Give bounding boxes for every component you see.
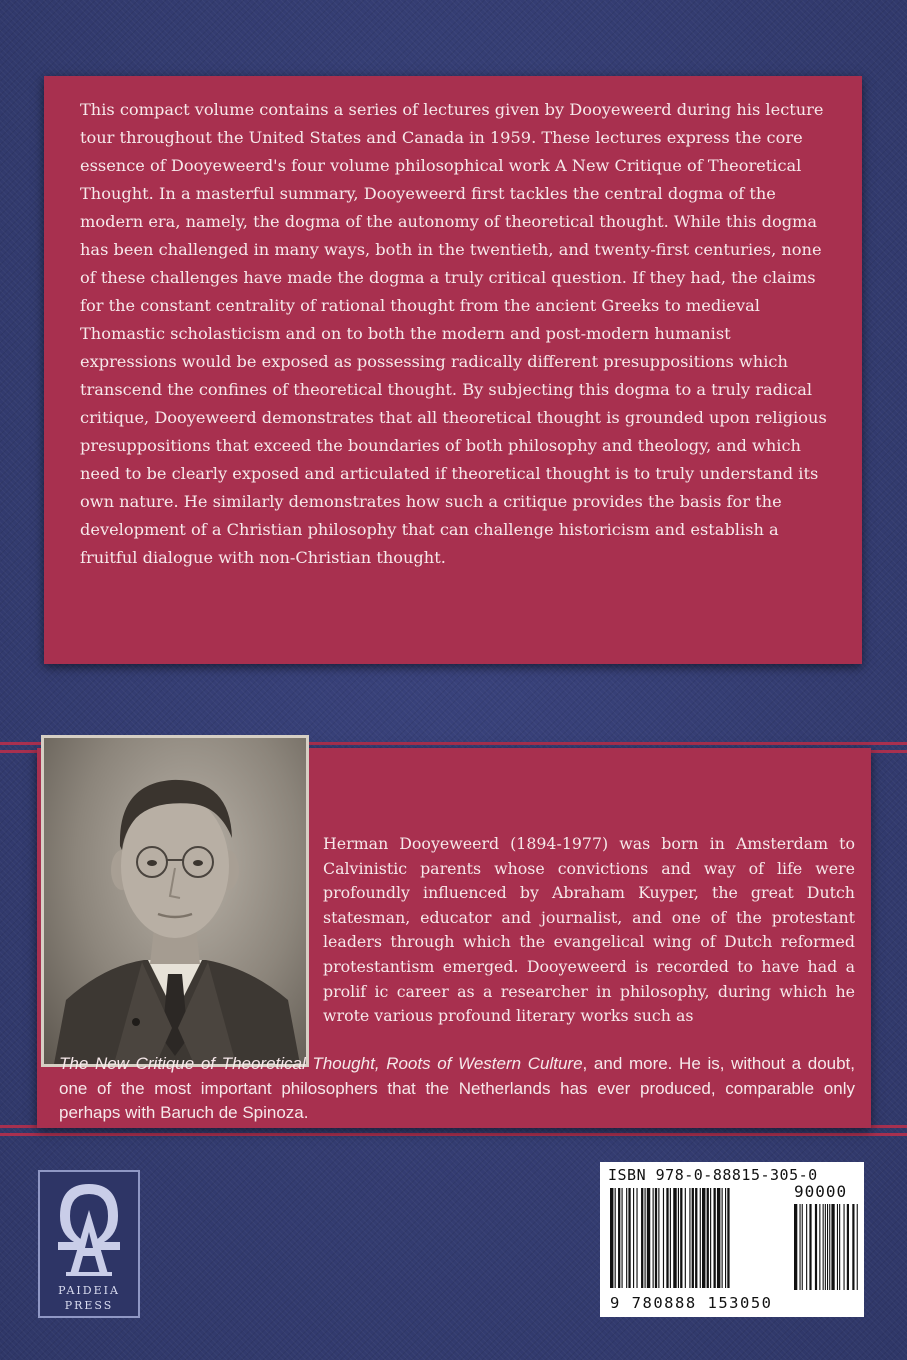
barcode-bar bbox=[702, 1188, 705, 1288]
alpha-omega-icon bbox=[40, 1176, 138, 1282]
price-barcode-bar bbox=[815, 1204, 817, 1290]
price-barcode-bar bbox=[802, 1204, 803, 1290]
barcode-bar bbox=[670, 1188, 671, 1288]
price-barcode-bar bbox=[844, 1204, 845, 1290]
publisher-logo bbox=[38, 1170, 140, 1318]
barcode-bar bbox=[658, 1188, 659, 1288]
author-portrait bbox=[41, 735, 309, 1067]
barcode-bar bbox=[647, 1188, 650, 1288]
isbn-barcode bbox=[600, 1162, 864, 1317]
barcode-bar bbox=[685, 1188, 686, 1288]
barcode-bar bbox=[673, 1188, 676, 1288]
barcode-bar bbox=[610, 1188, 613, 1288]
price-barcode-bar bbox=[800, 1204, 801, 1290]
barcode-bar bbox=[714, 1188, 716, 1288]
author-bio-panel bbox=[37, 748, 871, 1128]
barcode-bar bbox=[689, 1188, 690, 1288]
price-barcode-bar bbox=[819, 1204, 820, 1290]
barcode-bar bbox=[626, 1188, 627, 1288]
price-barcode-bar bbox=[825, 1204, 826, 1290]
price-barcode-bars bbox=[794, 1204, 858, 1290]
barcode-bar bbox=[725, 1188, 726, 1288]
price-barcode-bar bbox=[823, 1204, 824, 1290]
isbn-digits: 9 780888 153050 bbox=[610, 1294, 773, 1312]
barcode-bar bbox=[618, 1188, 620, 1288]
barcode-bar bbox=[645, 1188, 646, 1288]
barcode-bar bbox=[663, 1188, 664, 1288]
barcode-bar bbox=[692, 1188, 694, 1288]
description-text: This compact volume contains a series of lectures given by Dooyeweerd during his lecture tour throughout the United States and Canada in 1959. These lectures express the core essence of Dooyeweerd's four volume philosophical work A New Critique of Theoretical Thought. In a masterful summary, Dooyeweerd first tackles the central dogma of the modern era, namely, the dogma of the autonomy of theoretical thought. While this dogma has been challenged in many ways, both in the twentieth, and twenty-first centuries, none of these challenges have made the dogma a truly critical question. If they had, the claims for the constant centrality of rational thought from the ancient Greeks to medieval Thomastic scholasticism and on to both the modern and post-modern humanist expressions would be exposed as possessing radically different presuppositions which transcend the confines of theoretical thought. By subjecting this dogma to a truly radical critique, Dooyeweerd demonstrates that all theoretical thought is grounded upon religious presuppositions that exceed the boundaries of both philosophy and theology, and which need to be clearly exposed and articulated if theoretical thought is to truly understand its own nature. He similarly demonstrates how such a critique provides the basis for the development of a Christian philosophy that can challenge historicism and establish a fruitful dialogue with non-Christian thought. bbox=[80, 100, 827, 567]
barcode-bar bbox=[695, 1188, 697, 1288]
author-bio-closing: , and more. He is, without a doubt, one of the most important philosophers that the Netherlands has ever produced, comparable only perhaps with Baruch de Spinoza. bbox=[59, 1054, 855, 1123]
publisher-name-line1: PAIDEIA bbox=[58, 1284, 120, 1297]
price-barcode-bar bbox=[827, 1204, 828, 1290]
price-barcode-bar bbox=[829, 1204, 830, 1290]
price-barcode-bar bbox=[847, 1204, 849, 1290]
portrait-illustration bbox=[44, 738, 306, 1064]
barcode-bar bbox=[633, 1188, 634, 1288]
barcode-bar bbox=[700, 1188, 701, 1288]
price-barcode-bar bbox=[806, 1204, 807, 1290]
price-code: 90000 bbox=[794, 1182, 848, 1201]
barcode-bar bbox=[710, 1188, 711, 1288]
barcode-bar bbox=[622, 1188, 623, 1288]
decorative-band-bottom-2 bbox=[0, 1133, 907, 1136]
description-panel bbox=[44, 76, 862, 664]
author-bio-text: Herman Dooyeweerd (1894-1977) was born in Amsterdam to Calvinistic parents whose convictions and way of life were profoundly influenced by Abraham Kuyper, the great Dutch statesman, educator and journalist, and one of the protestant leaders through which the evangelical wing of Dutch reformed protestantism emerged. Dooyeweerd is recorded to have had a prolif ic career as a researcher in philosophy, during which he wrote various profound literary works such as bbox=[323, 834, 855, 1026]
barcode-bar bbox=[680, 1188, 682, 1288]
barcode-bar bbox=[628, 1188, 630, 1288]
barcode-bar bbox=[666, 1188, 668, 1288]
price-barcode-bar bbox=[809, 1204, 811, 1290]
publisher-name-line2: PRESS bbox=[64, 1299, 114, 1312]
author-works-titles: The New Critique of Theoretical Thought, Roots of Western Culture bbox=[59, 1054, 583, 1073]
barcode-bar bbox=[653, 1188, 654, 1288]
barcode-bar bbox=[655, 1188, 657, 1288]
price-barcode-bar bbox=[831, 1204, 834, 1290]
barcode-bar bbox=[615, 1188, 616, 1288]
price-barcode-bar bbox=[794, 1204, 797, 1290]
barcode-bar bbox=[641, 1188, 643, 1288]
barcode-bar bbox=[727, 1188, 729, 1288]
isbn-label: ISBN 978-0-88815-305-0 bbox=[608, 1166, 818, 1184]
barcode-bar bbox=[707, 1188, 709, 1288]
barcode-bars bbox=[610, 1188, 790, 1288]
price-barcode-bar bbox=[839, 1204, 840, 1290]
barcode-bar bbox=[717, 1188, 720, 1288]
author-bio-text-continued bbox=[59, 1052, 855, 1126]
barcode-bar bbox=[722, 1188, 723, 1288]
barcode-bar bbox=[636, 1188, 637, 1288]
price-barcode-bar bbox=[852, 1204, 854, 1290]
price-barcode-bar bbox=[857, 1204, 858, 1290]
barcode-bar bbox=[678, 1188, 679, 1288]
price-barcode-bar bbox=[837, 1204, 838, 1290]
